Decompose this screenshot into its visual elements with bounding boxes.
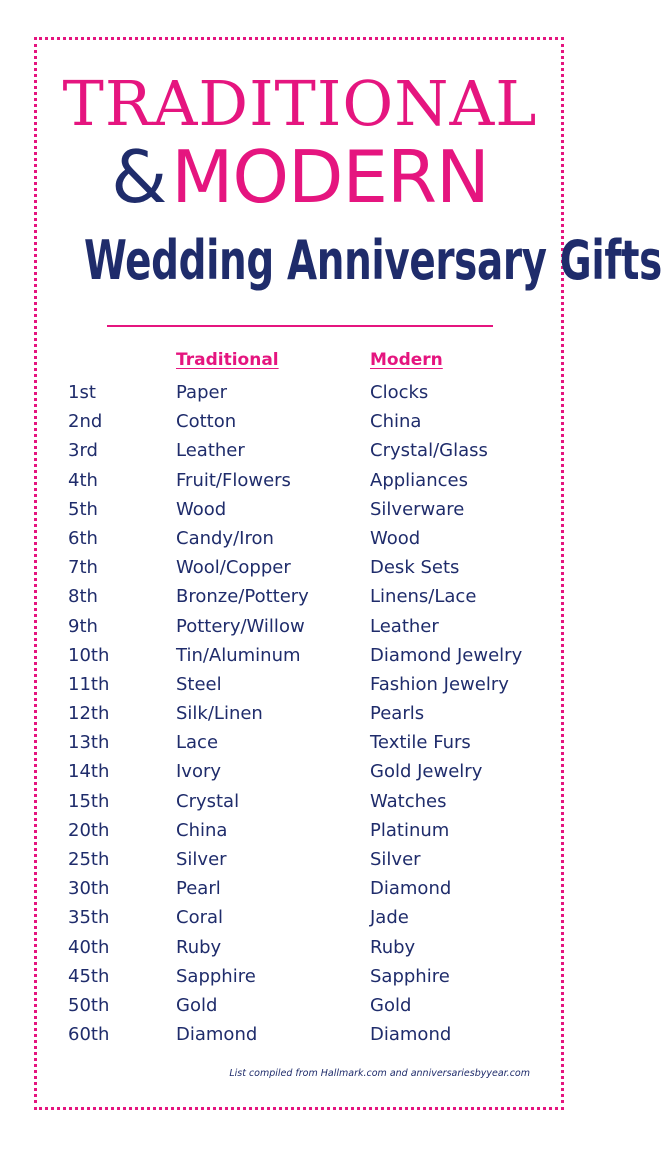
modern-gift-cell: Wood [370,527,421,549]
year-cell: 12th [68,703,110,725]
table-row [0,816,600,845]
traditional-gift-cell: Crystal [176,790,240,812]
year-cell: 9th [68,615,98,637]
modern-gift-cell: Clocks [370,382,429,403]
modern-gift-cell: Platinum [370,819,450,841]
modern-gift-cell: Fashion Jewelry [370,673,509,695]
table-row [0,903,600,932]
table-row [0,466,600,495]
traditional-gift-cell: Fruit/Flowers [176,469,291,491]
traditional-gift-cell: Diamond [176,1024,258,1046]
title-modern: MODERN [171,135,489,219]
page-subtitle: Wedding Anniversary Gifts [83,229,662,292]
traditional-gift-cell: Silver [176,849,227,870]
traditional-gift-cell: Gold [176,994,218,1016]
modern-gift-cell: Ruby [370,936,416,958]
year-cell: 14th [68,761,110,783]
title-traditional: TRADITIONAL [62,67,538,140]
table-row [0,845,600,874]
table-row [0,407,600,436]
modern-gift-cell: Silver [370,849,421,870]
year-cell: 10th [68,644,110,666]
year-cell: 3rd [68,440,98,462]
table-row [0,787,600,816]
table-row [0,991,600,1020]
table-row [0,728,600,757]
year-cell: 1st [68,382,96,403]
modern-gift-cell: Gold [370,994,412,1016]
title-ampersand: & [111,135,168,219]
source-footnote: List compiled from Hallmark.com and anniversariesbyyear.com [229,1068,530,1079]
year-cell: 8th [68,586,98,608]
traditional-gift-cell: Wood [176,498,227,520]
table-row [0,524,600,553]
gift-table [0,378,600,1049]
modern-gift-cell: Appliances [370,469,468,491]
year-cell: 60th [68,1024,110,1046]
modern-gift-cell: China [370,411,422,433]
traditional-gift-cell: Candy/Iron [176,527,274,549]
title-modern-line [0,135,600,219]
table-row [0,757,600,786]
modern-gift-cell: Textile Furs [370,732,471,754]
modern-gift-cell: Crystal/Glass [370,440,488,462]
table-row [0,553,600,582]
header-traditional: Traditional [176,350,279,370]
modern-gift-cell: Diamond Jewelry [370,644,523,666]
traditional-gift-cell: Pottery/Willow [176,615,305,637]
year-cell: 13th [68,732,110,754]
traditional-gift-cell: Ruby [176,936,222,958]
table-row [0,436,600,465]
divider-line [107,325,493,327]
year-cell: 35th [68,907,110,929]
traditional-gift-cell: Coral [176,907,224,929]
year-cell: 6th [68,527,98,549]
traditional-gift-cell: Sapphire [176,965,256,987]
year-cell: 15th [68,790,110,812]
modern-gift-cell: Watches [370,790,447,812]
modern-gift-cell: Pearls [370,703,425,725]
modern-gift-cell: Leather [370,615,439,637]
traditional-gift-cell: Cotton [176,411,237,433]
traditional-gift-cell: Paper [176,382,227,403]
modern-gift-cell: Silverware [370,498,465,520]
table-row [0,641,600,670]
modern-gift-cell: Diamond [370,878,452,900]
modern-gift-cell: Desk Sets [370,557,460,579]
year-cell: 25th [68,849,110,870]
year-cell: 7th [68,557,98,579]
table-row [0,874,600,903]
year-cell: 50th [68,994,110,1016]
year-cell: 11th [68,673,110,695]
year-cell: 2nd [68,411,103,433]
table-row [0,495,600,524]
table-row [0,699,600,728]
year-cell: 5th [68,498,98,520]
traditional-gift-cell: Tin/Aluminum [176,644,301,666]
header-modern: Modern [370,350,443,370]
traditional-gift-cell: Ivory [176,761,222,783]
traditional-gift-cell: Steel [176,673,222,695]
traditional-gift-cell: Leather [176,440,245,462]
table-row [0,1020,600,1049]
modern-gift-cell: Diamond [370,1024,452,1046]
table-row [0,933,600,962]
table-header [0,350,600,376]
table-row [0,962,600,991]
traditional-gift-cell: Lace [176,732,219,754]
traditional-gift-cell: Pearl [176,878,221,900]
year-cell: 30th [68,878,110,900]
year-cell: 20th [68,819,110,841]
table-row [0,378,600,407]
year-cell: 40th [68,936,110,958]
modern-gift-cell: Gold Jewelry [370,761,483,783]
table-row [0,612,600,641]
year-cell: 45th [68,965,110,987]
year-cell: 4th [68,469,98,491]
table-row [0,670,600,699]
traditional-gift-cell: China [176,819,228,841]
modern-gift-cell: Sapphire [370,965,450,987]
modern-gift-cell: Linens/Lace [370,586,477,608]
traditional-gift-cell: Silk/Linen [176,703,263,725]
traditional-gift-cell: Wool/Copper [176,557,291,579]
modern-gift-cell: Jade [370,907,409,929]
traditional-gift-cell: Bronze/Pottery [176,586,309,608]
table-row [0,582,600,611]
